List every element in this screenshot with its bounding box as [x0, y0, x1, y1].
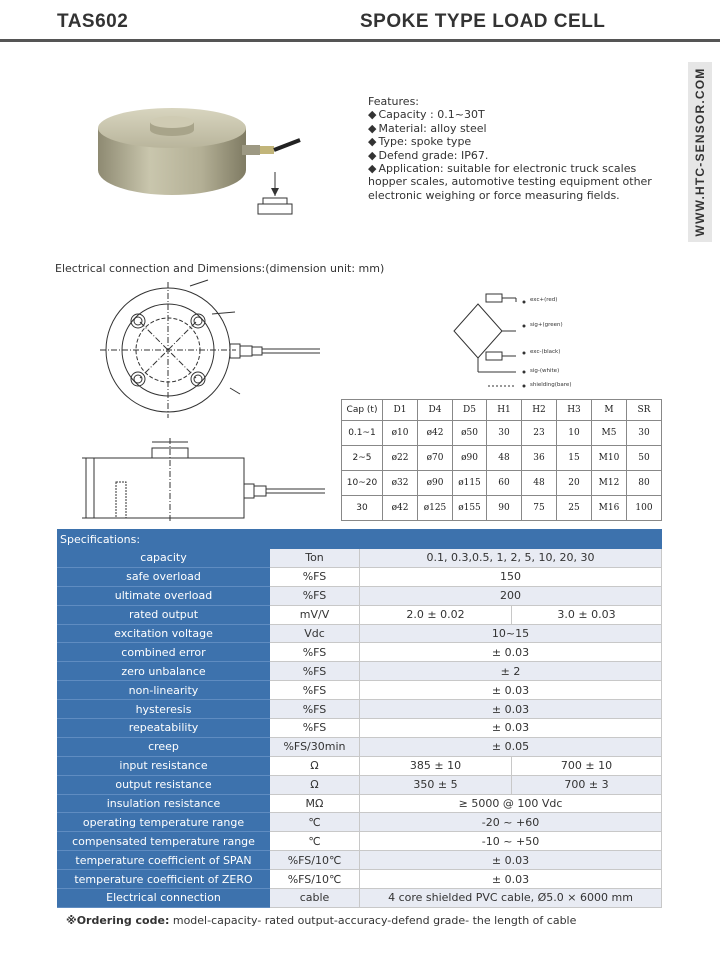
spec-name: temperature coefficient of SPAN: [58, 851, 270, 870]
dim-header-d4: D4: [418, 400, 453, 421]
table-cell: ø42: [418, 421, 453, 446]
spec-name: non-linearity: [58, 681, 270, 700]
spec-name: creep: [58, 737, 270, 756]
table-cell: 60: [487, 471, 522, 496]
spec-name: output resistance: [58, 775, 270, 794]
table-cell: 48: [522, 471, 557, 496]
table-cell: ø155: [453, 496, 487, 521]
table-cell: 75: [522, 496, 557, 521]
spec-row-output-resistance: [58, 775, 662, 794]
spec-name: temperature coefficient of ZERO: [58, 870, 270, 889]
feature-material: ◆ Material: alloy steel: [368, 122, 668, 135]
table-cell: ø32: [383, 471, 418, 496]
table-cell: ø10: [383, 421, 418, 446]
spec-unit: MΩ: [270, 794, 360, 813]
spec-unit: %FS: [270, 662, 360, 681]
spec-value: 350 ± 5: [360, 775, 512, 794]
top-view-drawing: [100, 278, 330, 428]
spec-value: ± 0.03: [360, 870, 662, 889]
spec-row-excitation-voltage: [58, 624, 662, 643]
specifications-table: [57, 529, 662, 908]
spec-name: insulation resistance: [58, 794, 270, 813]
table-cell: 10~20: [342, 471, 383, 496]
spec-value: 3.0 ± 0.03: [512, 605, 662, 624]
dim-header-d1: D1: [383, 400, 418, 421]
spec-row-non-linearity: [58, 681, 662, 700]
spec-row-creep: [58, 737, 662, 756]
load-cell-photo: [90, 100, 310, 240]
feature-type: ◆ Type: spoke type: [368, 135, 668, 148]
spec-value: ± 2: [360, 662, 662, 681]
spec-unit: Ω: [270, 756, 360, 775]
table-cell: ø22: [383, 446, 418, 471]
spec-name: excitation voltage: [58, 624, 270, 643]
spec-name: zero unbalance: [58, 662, 270, 681]
spec-value: 2.0 ± 0.02: [360, 605, 512, 624]
spec-unit: %FS: [270, 700, 360, 719]
spec-value: -20 ~ +60: [360, 813, 662, 832]
dim-header-h2: H2: [522, 400, 557, 421]
spec-unit: %FS/30min: [270, 737, 360, 756]
table-row: [342, 471, 662, 496]
spec-value: ≥ 5000 @ 100 Vdc: [360, 794, 662, 813]
features-title: Features:: [368, 95, 420, 108]
spec-value: ± 0.03: [360, 681, 662, 700]
spec-row-operating-temperature: [58, 813, 662, 832]
spec-name: ultimate overload: [58, 586, 270, 605]
table-row: [342, 446, 662, 471]
spec-name: combined error: [58, 643, 270, 662]
spec-row-combined-error: [58, 643, 662, 662]
spec-value: 4 core shielded PVC cable, Ø5.0 × 6000 mm: [360, 889, 662, 908]
spec-row-zero-unbalance: [58, 662, 662, 681]
spec-value: 150: [360, 567, 662, 586]
table-cell: 80: [627, 471, 662, 496]
table-cell: 10: [557, 421, 592, 446]
table-cell: 25: [557, 496, 592, 521]
product-title: SPOKE TYPE LOAD CELL: [360, 11, 606, 32]
spec-name: compensated temperature range: [58, 832, 270, 851]
dimension-table-header: [342, 400, 662, 421]
spec-value: 200: [360, 586, 662, 605]
spec-row-input-resistance: [58, 756, 662, 775]
spec-value: ± 0.03: [360, 643, 662, 662]
dimension-table: [341, 399, 662, 521]
feature-capacity: ◆ Capacity : 0.1~30T: [368, 108, 668, 121]
website-text: WWW.HTC-SENSOR.COM: [693, 67, 707, 237]
table-cell: ø90: [418, 471, 453, 496]
table-cell: ø70: [418, 446, 453, 471]
spec-row-safe-overload: [58, 567, 662, 586]
wiring-label-shielding: shielding(bare): [530, 382, 572, 388]
spec-unit: %FS: [270, 719, 360, 738]
spec-unit: %FS/10℃: [270, 870, 360, 889]
spec-value: 10~15: [360, 624, 662, 643]
ordering-code: [66, 914, 576, 927]
feature-application: ◆ Application: suitable for electronic truck scales hopper scales, automotive testing equipment other electronic weighing or force measuring fields.: [368, 162, 668, 202]
features-block: [368, 95, 668, 202]
wiring-label-sig-minus: sig-(white): [530, 368, 560, 374]
spec-unit: %FS: [270, 643, 360, 662]
table-cell: 20: [557, 471, 592, 496]
table-cell: 50: [627, 446, 662, 471]
spec-name: capacity: [58, 549, 270, 568]
spec-unit: mV/V: [270, 605, 360, 624]
spec-unit: cable: [270, 889, 360, 908]
spec-value: 700 ± 10: [512, 756, 662, 775]
table-cell: 100: [627, 496, 662, 521]
table-row: [342, 496, 662, 521]
dim-header-h1: H1: [487, 400, 522, 421]
table-cell: 0.1~1: [342, 421, 383, 446]
spec-unit: %FS/10℃: [270, 851, 360, 870]
spec-value: 0.1, 0.3,0.5, 1, 2, 5, 10, 20, 30: [360, 549, 662, 568]
wiring-label-exc-plus: exc+(red): [530, 297, 558, 303]
dim-header-m: M: [592, 400, 627, 421]
spec-unit: Vdc: [270, 624, 360, 643]
spec-row-insulation-resistance: [58, 794, 662, 813]
dim-header-sr: SR: [627, 400, 662, 421]
table-cell: 30: [627, 421, 662, 446]
table-cell: 36: [522, 446, 557, 471]
spec-value: 385 ± 10: [360, 756, 512, 775]
spec-name: repeatability: [58, 719, 270, 738]
table-cell: 2~5: [342, 446, 383, 471]
spec-value: ± 0.03: [360, 719, 662, 738]
spec-unit: %FS: [270, 681, 360, 700]
spec-unit: ℃: [270, 813, 360, 832]
spec-value: 700 ± 3: [512, 775, 662, 794]
website-sidebar: [688, 62, 712, 242]
spec-value: ± 0.03: [360, 700, 662, 719]
specifications-title: Specifications:: [58, 530, 662, 549]
spec-unit: ℃: [270, 832, 360, 851]
spec-row-electrical-connection: [58, 889, 662, 908]
spec-unit: Ω: [270, 775, 360, 794]
table-cell: M10: [592, 446, 627, 471]
dim-header-h3: H3: [557, 400, 592, 421]
table-cell: 90: [487, 496, 522, 521]
model-number: TAS602: [57, 11, 129, 32]
table-cell: M16: [592, 496, 627, 521]
table-cell: 30: [342, 496, 383, 521]
spec-name: Electrical connection: [58, 889, 270, 908]
table-cell: ø125: [418, 496, 453, 521]
table-row: [342, 421, 662, 446]
spec-row-tc-span: [58, 851, 662, 870]
specifications-header: [58, 530, 662, 549]
table-cell: ø42: [383, 496, 418, 521]
spec-row-tc-zero: [58, 870, 662, 889]
table-cell: 23: [522, 421, 557, 446]
table-cell: M5: [592, 421, 627, 446]
spec-unit: %FS: [270, 586, 360, 605]
table-cell: 30: [487, 421, 522, 446]
spec-name: safe overload: [58, 567, 270, 586]
spec-row-capacity: [58, 549, 662, 568]
spec-name: hysteresis: [58, 700, 270, 719]
spec-row-ultimate-overload: [58, 586, 662, 605]
spec-row-hysteresis: [58, 700, 662, 719]
spec-name: operating temperature range: [58, 813, 270, 832]
spec-row-repeatability: [58, 719, 662, 738]
table-cell: ø90: [453, 446, 487, 471]
dimensions-caption: Electrical connection and Dimensions:(dimension unit: mm): [55, 262, 385, 275]
feature-defend-grade: ◆ Defend grade: IP67.: [368, 149, 668, 162]
ordering-code-text: model-capacity- rated output-accuracy-defend grade- the length of cable: [169, 914, 577, 927]
spec-value: -10 ~ +50: [360, 832, 662, 851]
table-cell: 48: [487, 446, 522, 471]
dim-header-cap: Cap (t): [342, 400, 383, 421]
spec-value: ± 0.05: [360, 737, 662, 756]
spec-row-rated-output: [58, 605, 662, 624]
table-cell: ø115: [453, 471, 487, 496]
side-view-drawing: [80, 430, 330, 525]
spec-unit: %FS: [270, 567, 360, 586]
dim-header-d5: D5: [453, 400, 487, 421]
header-divider: [0, 39, 720, 42]
table-cell: M12: [592, 471, 627, 496]
spec-value: ± 0.03: [360, 851, 662, 870]
spec-row-compensated-temperature: [58, 832, 662, 851]
spec-name: rated output: [58, 605, 270, 624]
wiring-label-sig-plus: sig+(green): [530, 322, 563, 328]
spec-unit: Ton: [270, 549, 360, 568]
ordering-code-label: ※Ordering code:: [66, 914, 170, 927]
table-cell: ø50: [453, 421, 487, 446]
table-cell: 15: [557, 446, 592, 471]
wiring-label-exc-minus: exc-(black): [530, 349, 561, 355]
spec-name: input resistance: [58, 756, 270, 775]
